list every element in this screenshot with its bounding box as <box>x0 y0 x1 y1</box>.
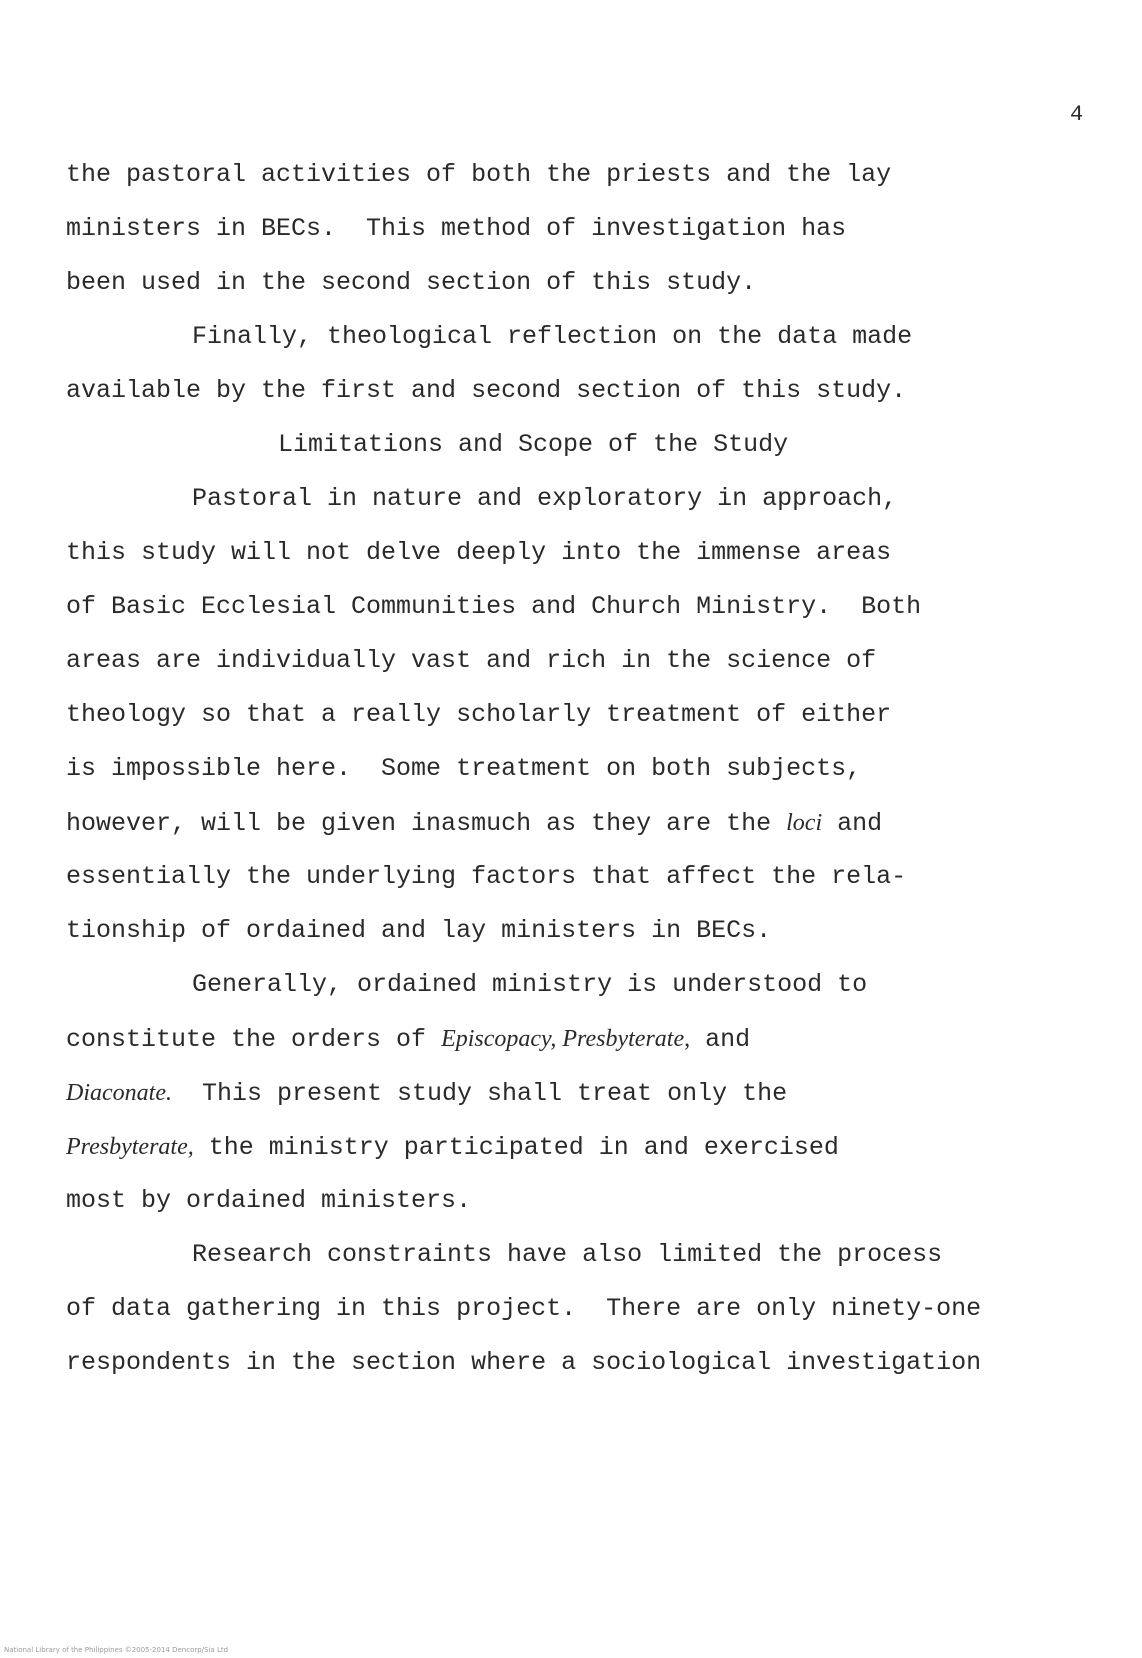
text-line: essentially the underlying factors that affect the rela- <box>66 862 907 891</box>
text-line <box>66 1066 1126 1120</box>
page-number: 4 <box>1070 102 1084 127</box>
text-line: is impossible here. Some treatment on both subjects, <box>66 754 862 783</box>
section-heading: Limitations and Scope of the Study <box>278 430 789 459</box>
text-line: tionship of ordained and lay ministers in BECs. <box>66 916 772 945</box>
italic-term: Presbyterate, <box>66 1134 194 1160</box>
text-segment: constitute the orders of <box>66 1025 442 1054</box>
text-line: been used in the second section of this study. <box>66 268 757 297</box>
text-line: theology so that a really scholarly treatment of either <box>66 700 892 729</box>
text-line: ministers in BECs. This method of investigation has <box>66 214 847 243</box>
text-segment: This present study shall treat only the <box>171 1079 788 1108</box>
text-segment: however, will be given inasmuch as they are the <box>66 809 787 838</box>
italic-term: loci <box>786 810 823 836</box>
paragraph-start-line: Finally, theological reflection on the data made <box>192 322 913 351</box>
text-line: the pastoral activities of both the priests and the lay <box>66 160 892 189</box>
italic-term: Diaconate. <box>66 1080 172 1106</box>
text-segment: and <box>822 809 883 838</box>
text-segment: and <box>690 1025 751 1054</box>
text-line: of data gathering in this project. There are only ninety-one <box>66 1294 982 1323</box>
paragraph-start-line: Generally, ordained ministry is understood to <box>192 970 868 999</box>
text-line: of Basic Ecclesial Communities and Church Ministry. Both <box>66 592 922 621</box>
text-line: this study will not delve deeply into the immense areas <box>66 538 892 567</box>
body-text <box>66 148 1126 1390</box>
text-line: available by the first and second section of this study. <box>66 376 907 405</box>
text-line: areas are individually vast and rich in the science of <box>66 646 877 675</box>
italic-term: Episcopacy, Presbyterate, <box>441 1026 691 1052</box>
text-line <box>66 1012 1126 1066</box>
paragraph-start-line: Research constraints have also limited the process <box>192 1240 943 1269</box>
scan-footer: National Library of the Philippines ©2005-2014 Dencorp/Sia Ltd <box>4 1646 229 1654</box>
paragraph-start-line: Pastoral in nature and exploratory in approach, <box>192 484 898 513</box>
text-line <box>66 1120 1126 1174</box>
text-segment: the ministry participated in and exercised <box>193 1133 839 1162</box>
text-line <box>66 796 1126 850</box>
text-line: respondents in the section where a sociological investigation <box>66 1348 982 1377</box>
text-line: most by ordained ministers. <box>66 1186 472 1215</box>
